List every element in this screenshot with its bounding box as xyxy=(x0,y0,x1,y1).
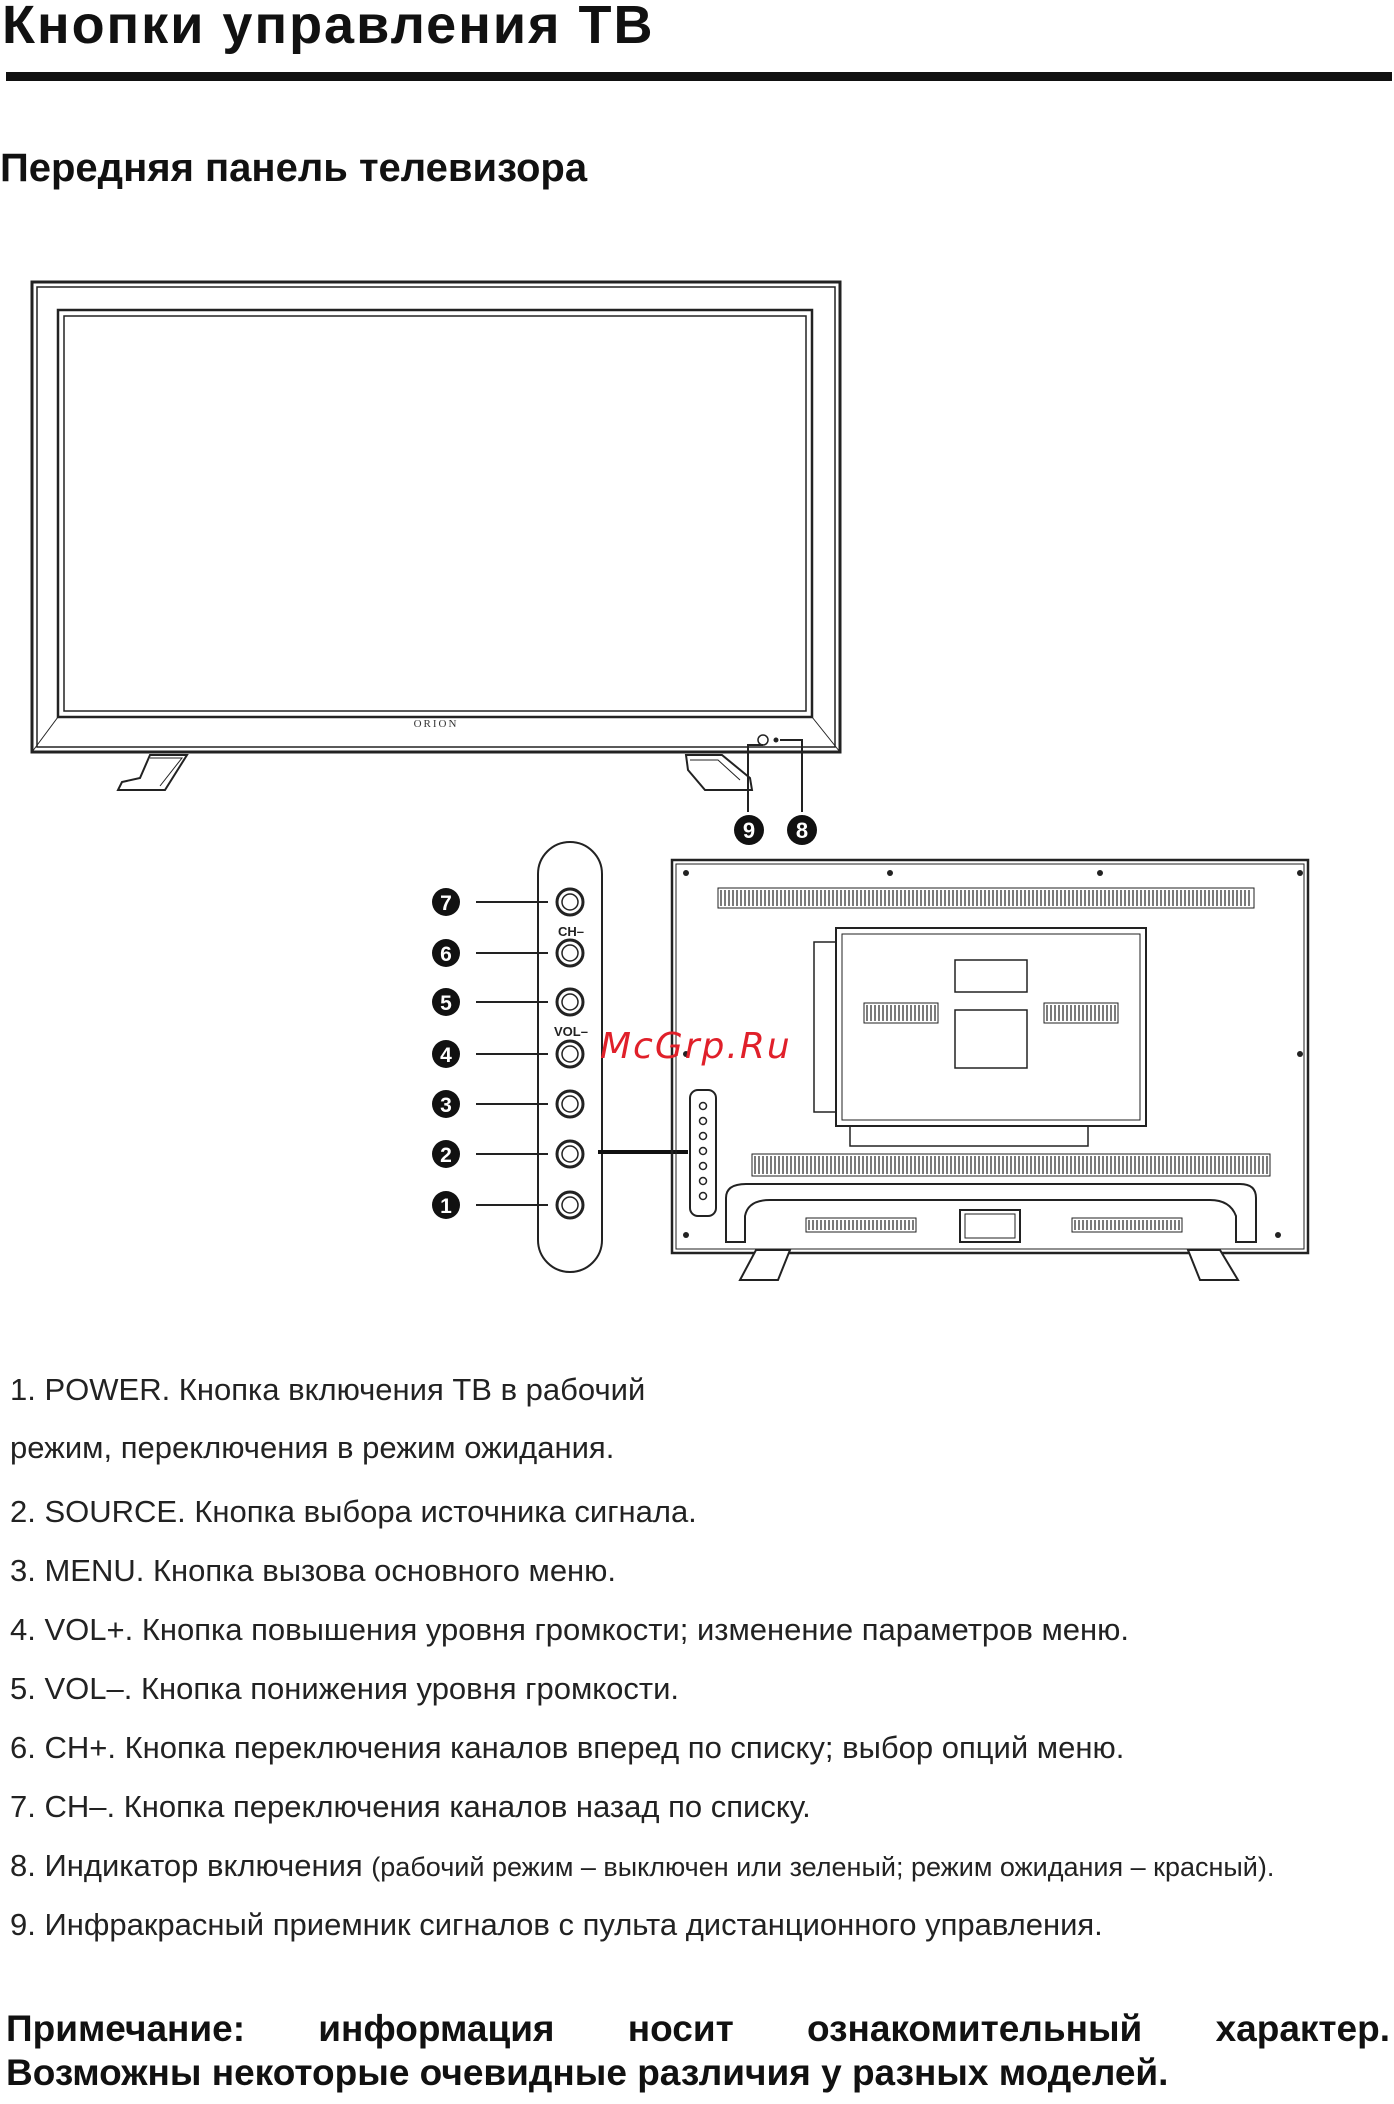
vol-label: VOL– xyxy=(554,1024,588,1039)
panel-button-3 xyxy=(432,1090,583,1118)
svg-text:9: 9 xyxy=(742,818,756,843)
callout-6: 6 xyxy=(440,943,452,966)
panel-button-7 xyxy=(432,888,583,916)
ch-label: CH– xyxy=(557,924,585,939)
page-title xyxy=(2,0,655,56)
back-side-buttons xyxy=(700,1103,707,1200)
panel-button-6 xyxy=(432,939,583,967)
list-item-menu: 3. MENU. Кнопка вызова основного меню. xyxy=(10,1553,617,1588)
callout-5: 5 xyxy=(440,992,452,1015)
list-item-indicator xyxy=(10,1848,1274,1884)
title-divider xyxy=(6,72,1392,81)
tv-diagram xyxy=(0,270,1394,1290)
svg-text:8: 8 xyxy=(795,818,809,843)
tv-front-view xyxy=(32,282,840,812)
panel-button-2 xyxy=(432,1140,583,1168)
tv-back-view xyxy=(672,860,1308,1280)
list-item-power-cont: режим, переключения в режим ожидания. xyxy=(10,1430,615,1465)
callout-8 xyxy=(787,815,817,845)
list-item-power: 1. POWER. Кнопка включения ТВ в рабочий xyxy=(10,1372,646,1407)
watermark: McGrp.Ru xyxy=(600,1026,792,1067)
callout-1: 1 xyxy=(440,1195,452,1218)
note-line-2: Возможны некоторые очевидные различия у разных моделей. xyxy=(6,2052,1169,2093)
title-part-1: Кнопки xyxy=(2,0,206,55)
indicator-main: 8. Индикатор включения xyxy=(10,1848,372,1883)
list-item-ir-receiver: 9. Инфракрасный приемник сигналов с пульта дистанционного управления. xyxy=(10,1907,1103,1942)
list-item-ch-up: 6. CH+. Кнопка переключения каналов вперед по списку; выбор опций меню. xyxy=(10,1730,1125,1765)
panel-button-4 xyxy=(432,1040,583,1068)
indicator-detail: (рабочий режим – выключен или зеленый; режим ожидания – красный). xyxy=(371,1852,1275,1882)
callout-7: 7 xyxy=(440,892,452,915)
callout-4: 4 xyxy=(440,1044,452,1067)
section-subtitle: Передняя панель телевизора xyxy=(0,146,588,190)
panel-button-1 xyxy=(432,1191,583,1219)
side-button-panel xyxy=(538,842,602,1272)
list-item-source: 2. SOURCE. Кнопка выбора источника сигнала. xyxy=(10,1494,697,1529)
note-line-1: Примечание: информация носит ознакомительный характер. xyxy=(6,2008,1390,2049)
title-part-2: управления ТВ xyxy=(222,0,655,55)
callout-3: 3 xyxy=(440,1094,452,1117)
tv-brand-logo: ORION xyxy=(413,718,459,730)
panel-button-5 xyxy=(432,988,583,1016)
callout-9 xyxy=(734,815,764,845)
list-item-vol-down: 5. VOL–. Кнопка понижения уровня громкости. xyxy=(10,1671,680,1706)
list-item-ch-down: 7. CH–. Кнопка переключения каналов назад по списку. xyxy=(10,1789,811,1824)
callout-2: 2 xyxy=(440,1144,452,1167)
list-item-vol-up: 4. VOL+. Кнопка повышения уровня громкости; изменение параметров меню. xyxy=(10,1612,1130,1647)
